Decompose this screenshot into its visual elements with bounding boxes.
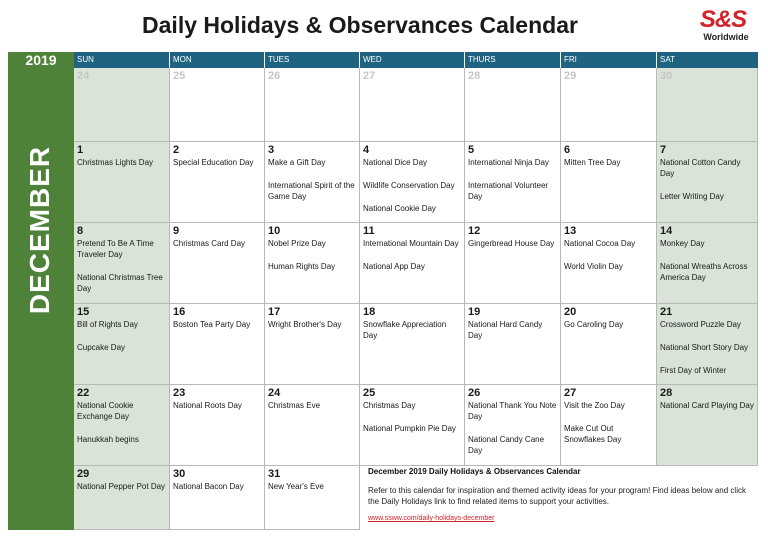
day-cell [74, 304, 170, 385]
day-number: 26 [468, 387, 481, 399]
day-number: 24 [268, 387, 281, 399]
day-number: 11 [363, 225, 375, 237]
weekday-tues: TUES [265, 52, 360, 68]
holiday-event: Cupcake Day [77, 343, 126, 352]
holiday-event: Nobel Prize Day [268, 239, 326, 248]
holiday-event: Go Caroling Day [564, 320, 624, 329]
day-cell [561, 142, 657, 223]
day-number: 30 [173, 468, 186, 480]
month-label: DECEMBER [24, 145, 55, 315]
day-cell [657, 304, 758, 385]
holiday-event: Pretend To Be A Time Traveler Day [77, 239, 154, 259]
day-number: 27 [363, 70, 376, 82]
day-number: 31 [268, 468, 281, 480]
holiday-event: National Bacon Day [173, 482, 244, 491]
day-cell [265, 142, 360, 223]
day-number: 20 [564, 306, 577, 318]
day-cell [265, 68, 360, 142]
calendar-grid [74, 68, 758, 530]
day-number: 23 [173, 387, 186, 399]
day-cell [74, 385, 170, 466]
day-cell [657, 223, 758, 304]
day-number: 24 [77, 70, 90, 82]
day-number: 18 [363, 306, 376, 318]
day-number: 28 [660, 387, 673, 399]
day-cell [360, 304, 465, 385]
holiday-event: First Day of Winter [660, 366, 727, 375]
day-number: 16 [173, 306, 186, 318]
day-cell [74, 466, 170, 530]
weekday-header [74, 52, 758, 68]
weekday-thurs: THURS [465, 52, 561, 68]
day-number: 6 [564, 144, 571, 156]
day-number: 22 [77, 387, 90, 399]
holiday-event: National Roots Day [173, 401, 242, 410]
holiday-event: National Short Story Day [660, 343, 749, 352]
day-cell [170, 385, 265, 466]
daily-holidays-link[interactable]: www.ssww.com/daily-holidays-december [368, 515, 495, 522]
day-number: 1 [77, 144, 84, 156]
day-number: 26 [268, 70, 281, 82]
holiday-event: International Volunteer Day [468, 181, 549, 201]
holiday-event: National Thank You Note Day [468, 401, 557, 421]
holiday-event: World Violin Day [564, 262, 623, 271]
day-number: 9 [173, 225, 180, 237]
weekday-sat: SAT [660, 55, 675, 64]
day-number: 7 [660, 144, 667, 156]
day-number: 25 [173, 70, 186, 82]
holiday-event: National Card Playing Day [660, 401, 754, 410]
holiday-event: Christmas Day [363, 401, 416, 410]
calendar-info [360, 466, 758, 530]
day-cell [657, 68, 758, 142]
holiday-event: Christmas Eve [268, 401, 321, 410]
holiday-event: Visit the Zoo Day [564, 401, 625, 410]
day-cell [561, 304, 657, 385]
weekday-wed: WED [360, 52, 465, 68]
day-cell [465, 385, 561, 466]
holiday-event: Bill of Rights Day [77, 320, 138, 329]
holiday-event: International Mountain Day [363, 239, 459, 248]
holiday-event: Christmas Lights Day [77, 158, 154, 167]
holiday-event: Boston Tea Party Day [173, 320, 251, 329]
day-number: 14 [660, 225, 673, 237]
brand-logo[interactable] [692, 6, 762, 48]
holiday-event: Crossword Puzzle Day [660, 320, 741, 329]
day-cell [657, 142, 758, 223]
day-cell [360, 385, 465, 466]
holiday-event: Special Education Day [173, 158, 254, 167]
holiday-event: Make Cut Out Snowflakes Day [564, 424, 622, 444]
holiday-event: Mitten Tree Day [564, 158, 621, 167]
day-cell [360, 68, 465, 142]
holiday-event: National Christmas Tree Day [77, 273, 163, 293]
holiday-event: Gingerbread House Day [468, 239, 555, 248]
holiday-event: National Dice Day [363, 158, 428, 167]
day-number: 17 [268, 306, 281, 318]
holiday-event: New Year's Eve [268, 482, 324, 491]
day-cell [561, 385, 657, 466]
day-cell [170, 466, 265, 530]
calendar-title: Daily Holidays & Observances Calendar [142, 12, 578, 38]
holiday-event: Wright Brother's Day [268, 320, 342, 329]
logo-mark: S&S [699, 6, 747, 33]
day-cell [265, 223, 360, 304]
day-cell [265, 385, 360, 466]
year-label: 2019 [25, 52, 57, 68]
holiday-event: National Cotton Candy Day [660, 158, 741, 178]
info-title: December 2019 Daily Holidays & Observances Calendar [368, 467, 581, 476]
holiday-event: National Cookie Day [363, 204, 436, 213]
holiday-event: Monkey Day [660, 239, 705, 248]
holiday-event: Wildlife Conservation Day [363, 181, 455, 190]
day-number: 2 [173, 144, 180, 156]
day-number: 19 [468, 306, 481, 318]
holiday-event: Letter Writing Day [660, 192, 724, 201]
weekday-mon: MON [170, 52, 265, 68]
day-number: 28 [468, 70, 481, 82]
day-number: 25 [363, 387, 376, 399]
day-number: 5 [468, 144, 475, 156]
holiday-event: International Ninja Day [468, 158, 549, 167]
logo-subtitle: Worldwide [703, 32, 749, 42]
day-cell [561, 223, 657, 304]
day-number: 21 [660, 306, 673, 318]
holiday-event: National App Day [363, 262, 425, 271]
day-cell [170, 304, 265, 385]
holiday-event: Make a Gift Day [268, 158, 326, 167]
day-cell [360, 142, 465, 223]
weekday-sun: SUN [74, 52, 170, 68]
info-body: Refer to this calendar for inspiration and themed activity ideas for your program! Find ideas below and click the Daily Holidays link to find related items to support your activities. [368, 486, 746, 506]
holiday-event: National Wreaths Across America Day [660, 262, 748, 282]
holiday-event: International Spirit of the Game Day [268, 181, 355, 201]
holiday-event: Snowflake Appreciation Day [363, 320, 447, 340]
day-cell [265, 466, 360, 530]
day-number: 29 [77, 468, 90, 480]
day-number: 15 [77, 306, 90, 318]
day-cell [465, 142, 561, 223]
holiday-event: Hanukkah begins [77, 435, 139, 444]
holiday-event: National Pumpkin Pie Day [363, 424, 456, 433]
day-cell [74, 68, 170, 142]
holiday-event: National Hard Candy Day [468, 320, 543, 340]
weekday-fri: FRI [561, 52, 657, 68]
holiday-event: National Cookie Exchange Day [77, 401, 134, 421]
day-cell [74, 142, 170, 223]
day-cell [561, 68, 657, 142]
day-cell [170, 68, 265, 142]
holiday-event: Christmas Card Day [173, 239, 246, 248]
day-cell [170, 142, 265, 223]
day-number: 30 [660, 70, 673, 82]
day-cell [74, 223, 170, 304]
day-cell [465, 304, 561, 385]
day-number: 12 [468, 225, 481, 237]
day-cell [657, 385, 758, 466]
holiday-event: National Candy Cane Day [468, 435, 545, 455]
day-cell [360, 223, 465, 304]
holiday-event: Human Rights Day [268, 262, 336, 271]
day-cell [465, 223, 561, 304]
day-number: 4 [363, 144, 370, 156]
day-number: 27 [564, 387, 577, 399]
day-number: 29 [564, 70, 577, 82]
holiday-event: National Pepper Pot Day [77, 482, 166, 491]
day-number: 3 [268, 144, 275, 156]
day-cell [465, 68, 561, 142]
day-number: 8 [77, 225, 84, 237]
day-cell [265, 304, 360, 385]
day-number: 13 [564, 225, 577, 237]
day-cell [170, 223, 265, 304]
holiday-event: National Cocoa Day [564, 239, 636, 248]
day-number: 10 [268, 225, 281, 237]
